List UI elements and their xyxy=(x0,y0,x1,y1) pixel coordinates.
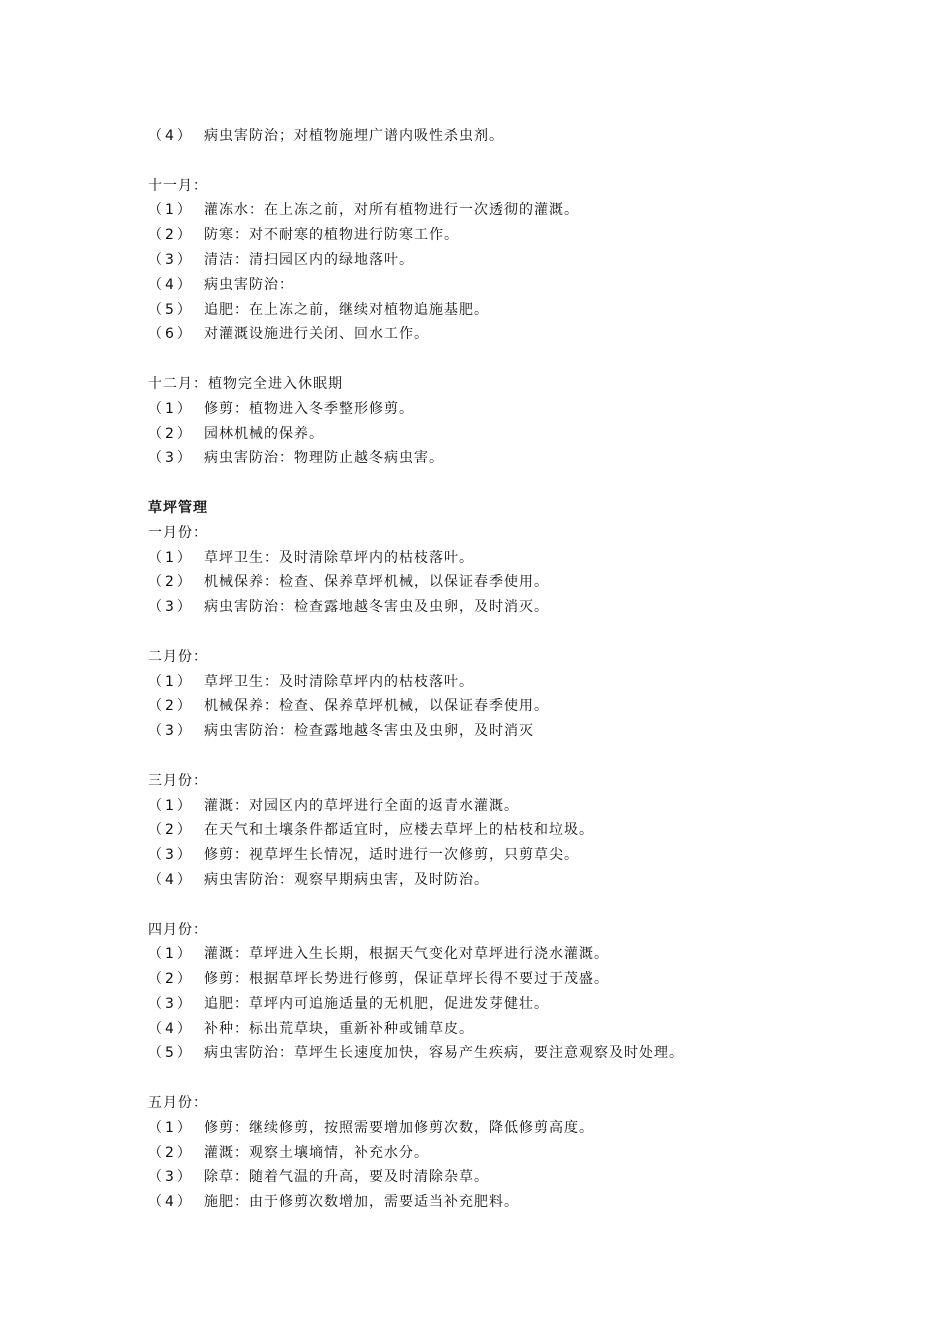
month-heading: 四月份： xyxy=(148,921,208,938)
list-item xyxy=(148,868,908,893)
item-text: 修剪：植物进入冬季整形修剪。 xyxy=(204,400,414,417)
blank-line xyxy=(148,744,908,769)
item-number: （4） xyxy=(148,1194,194,1211)
month-heading: 十一月： xyxy=(148,177,208,194)
item-number: （2） xyxy=(148,574,194,591)
list-item xyxy=(148,397,908,422)
item-number: （2） xyxy=(148,425,194,442)
month-heading: 三月份： xyxy=(148,772,208,789)
list-item xyxy=(148,719,908,744)
list-item xyxy=(148,595,908,620)
item-text: 病虫害防治：草坪生长速度加快，容易产生疾病，要注意观察及时处理。 xyxy=(204,1045,684,1062)
item-text: 病虫害防治： xyxy=(204,276,294,293)
item-text: 灌溉：草坪进入生长期，根据天气变化对草坪进行浇水灌溉。 xyxy=(204,946,609,963)
list-item xyxy=(148,1017,908,1042)
item-number: （2） xyxy=(148,971,194,988)
list-item xyxy=(148,992,908,1017)
item-text: 病虫害防治；对植物施埋广谱内吸性杀虫剂。 xyxy=(204,128,504,144)
item-text: 修剪：继续修剪，按照需要增加修剪次数，降低修剪高度。 xyxy=(204,1119,594,1136)
item-text: 草坪卫生：及时清除草坪内的枯枝落叶。 xyxy=(204,549,474,566)
item-number: （4） xyxy=(148,276,194,293)
list-item xyxy=(148,322,908,347)
item-text: 机械保养：检查、保养草坪机械，以保证春季使用。 xyxy=(204,574,549,591)
item-text: 园林机械的保养。 xyxy=(204,425,324,442)
list-item xyxy=(148,298,908,323)
item-number: （3） xyxy=(148,599,194,616)
item-number: （3） xyxy=(148,1169,194,1186)
list-item xyxy=(148,124,908,149)
list-item xyxy=(148,818,908,843)
item-number: （2） xyxy=(148,227,194,244)
item-text: 施肥：由于修剪次数增加，需要适当补充肥料。 xyxy=(204,1194,519,1211)
item-number: （3） xyxy=(148,723,194,740)
list-item xyxy=(148,967,908,992)
item-number: （1） xyxy=(148,797,194,814)
item-number: （5） xyxy=(148,1045,194,1062)
item-number: （4） xyxy=(148,1020,194,1037)
item-text: 防寒：对不耐寒的植物进行防寒工作。 xyxy=(204,227,459,244)
item-text: 除草：随着气温的升高，要及时清除杂草。 xyxy=(204,1169,489,1186)
item-text: 病虫害防治：观察早期病虫害，及时防治。 xyxy=(204,871,489,888)
list-item xyxy=(148,223,908,248)
list-item xyxy=(148,1041,908,1066)
month-heading: 二月份： xyxy=(148,648,208,665)
item-number: （2） xyxy=(148,1144,194,1161)
month-heading: 五月份： xyxy=(148,1095,208,1112)
list-item xyxy=(148,942,908,967)
item-text: 在天气和土壤条件都适宜时，应楼去草坪上的枯枝和垃圾。 xyxy=(204,822,594,839)
section-title: 草坪管理 xyxy=(148,499,208,516)
item-number: （4） xyxy=(148,871,194,888)
item-text: 病虫害防治：检查露地越冬害虫及虫卵，及时消灭 xyxy=(204,723,534,740)
blank-line xyxy=(148,893,908,918)
item-text: 修剪：根据草坪长势进行修剪，保证草坪长得不要过于茂盛。 xyxy=(204,971,609,988)
list-item xyxy=(148,1190,908,1215)
list-item xyxy=(148,670,908,695)
item-text: 灌溉：观察土壤墒情，补充水分。 xyxy=(204,1144,429,1161)
month-heading: 十二月：植物完全进入休眠期 xyxy=(148,375,343,392)
item-text: 灌溉：对园区内的草坪进行全面的返青水灌溉。 xyxy=(204,797,519,814)
item-number: （1） xyxy=(148,202,194,219)
item-number: （2） xyxy=(148,822,194,839)
item-text: 机械保养：检查、保养草坪机械，以保证春季使用。 xyxy=(204,698,549,715)
item-text: 补种：标出荒草块，重新补种或铺草皮。 xyxy=(204,1020,474,1037)
list-item xyxy=(148,546,908,571)
blank-line xyxy=(148,471,908,496)
item-number: （1） xyxy=(148,1119,194,1136)
list-item xyxy=(148,1141,908,1166)
list-item xyxy=(148,273,908,298)
item-number: （1） xyxy=(148,549,194,566)
item-number: （3） xyxy=(148,251,194,268)
item-number: （5） xyxy=(148,301,194,318)
list-item xyxy=(148,694,908,719)
item-text: 病虫害防治：检查露地越冬害虫及虫卵，及时消灭。 xyxy=(204,599,549,616)
item-number: （1） xyxy=(148,946,194,963)
list-item xyxy=(148,422,908,447)
list-item xyxy=(148,248,908,273)
blank-line xyxy=(148,149,908,174)
item-text: 修剪：视草坪生长情况，适时进行一次修剪，只剪草尖。 xyxy=(204,847,579,864)
item-text: 草坪卫生：及时清除草坪内的枯枝落叶。 xyxy=(204,673,474,690)
blank-line xyxy=(148,620,908,645)
blank-line xyxy=(148,1066,908,1091)
item-text: 对灌溉设施进行关闭、回水工作。 xyxy=(204,326,429,343)
blank-line xyxy=(148,347,908,372)
list-item xyxy=(148,1116,908,1141)
month-heading: 一月份： xyxy=(148,524,208,541)
item-text: 清洁：清扫园区内的绿地落叶。 xyxy=(204,251,414,268)
item-text: 灌冻水：在上冻之前，对所有植物进行一次透彻的灌溉。 xyxy=(204,202,579,219)
list-item xyxy=(148,446,908,471)
item-number: （3） xyxy=(148,995,194,1012)
list-item xyxy=(148,570,908,595)
item-text: 追肥：草坪内可追施适量的无机肥，促进发芽健壮。 xyxy=(204,995,549,1012)
item-number: （6） xyxy=(148,326,194,343)
item-number: （1） xyxy=(148,673,194,690)
list-item xyxy=(148,198,908,223)
item-text: 病虫害防治：物理防止越冬病虫害。 xyxy=(204,450,444,467)
item-text: 追肥：在上冻之前，继续对植物追施基肥。 xyxy=(204,301,489,318)
list-item xyxy=(148,843,908,868)
list-item xyxy=(148,1165,908,1190)
item-number: （1） xyxy=(148,400,194,417)
item-number: （3） xyxy=(148,847,194,864)
document-body xyxy=(148,124,908,1215)
list-item xyxy=(148,794,908,819)
item-number: （4） xyxy=(148,128,194,144)
item-number: （3） xyxy=(148,450,194,467)
item-number: （2） xyxy=(148,698,194,715)
